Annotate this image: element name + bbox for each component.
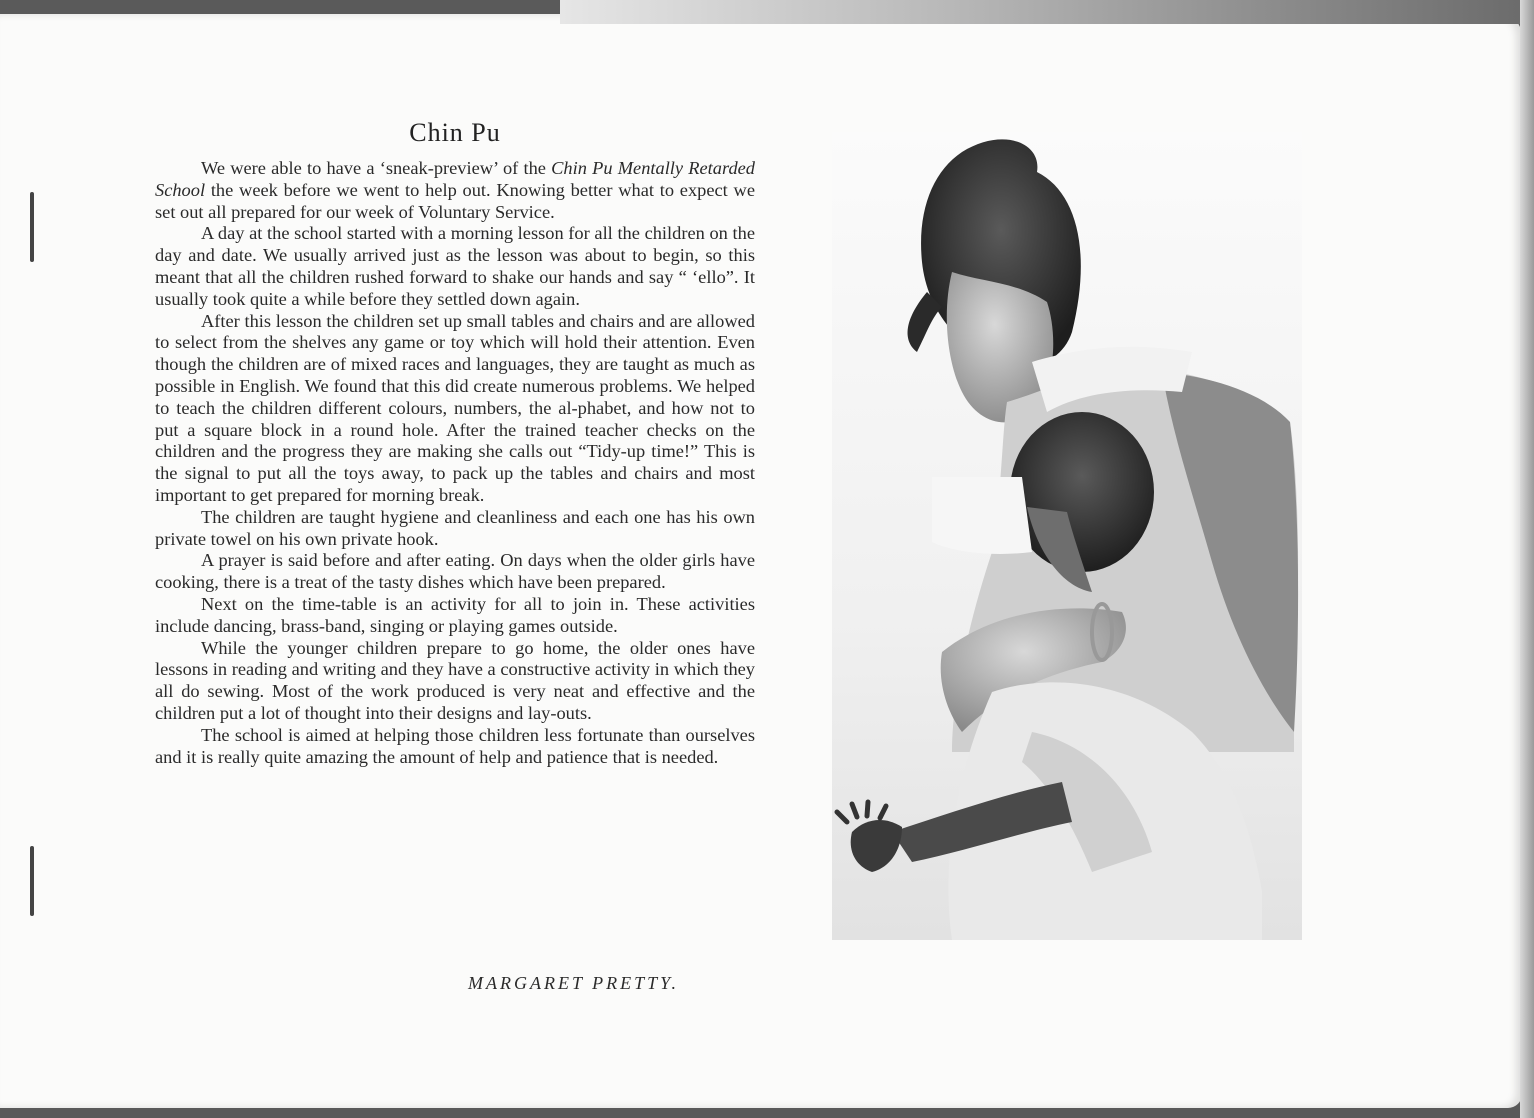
staple-top [30,192,34,262]
paragraph-1: We were able to have a ‘sneak-preview’ of the Chin Pu Mentally Retarded School the week before we went to help out. Knowing better what to expect we set out all prepared for our week of Voluntary Service. [155,158,755,222]
woman-helping-child-photo [832,132,1302,940]
paragraph-4: The children are taught hygiene and cleanliness and each one has his own private towel on his own private hook. [155,506,755,549]
paragraph-7: While the younger children prepare to go home, the older ones have lessons in reading and writing and they have a constructive activity in which they all do sewing. Most of the work produced is very neat and effective and the children put a lot of thought into their designs and lay-outs. [155,637,755,723]
page-edge-top [560,0,1534,24]
paragraph-2: A day at the school started with a morning lesson for all the children on the day and date. We usually arrived just as the lesson was about to begin, so this meant that all the children rushed forward to shake our hands and say “ ‘ello”. It usually took quite a while before they settled down again. [155,223,755,309]
article-title: Chin Pu [409,118,501,147]
school-name: Chin Pu Mentally Retarded School [155,158,755,200]
paragraph-5: A prayer is said before and after eating. On days when the older girls have cooking, there is a treat of the tasty dishes which have been prepared. [155,550,755,593]
paragraph-3: After this lesson the children set up small tables and chairs and are allowed to select from the shelves any game or toy which will hold their attention. Even though the children are of mixed races and languages, they are taught as much as possible in English. We found that this did create numerous problems. We helped to teach the children different colours, numbers, the al-phabet, and how not to put a square block in a round hole. After the trained teacher checks on the children and the progress they are making she calls out “Tidy-up time!” This is the signal to put all the toys away, to pack up the tables and chairs and most important to get prepared for morning break. [155,310,755,505]
article-body [155,158,755,768]
staple-bottom [30,846,34,916]
paragraph-6: Next on the time-table is an activity for all to join in. These activities include dancing, brass-band, singing or playing games outside. [155,593,755,636]
author-signature: MARGARET PRETTY. [468,973,680,993]
page-edge-right [1520,0,1534,1118]
paragraph-8: The school is aimed at helping those children less fortunate than ourselves and it is really quite amazing the amount of help and patience that is needed. [155,724,755,767]
